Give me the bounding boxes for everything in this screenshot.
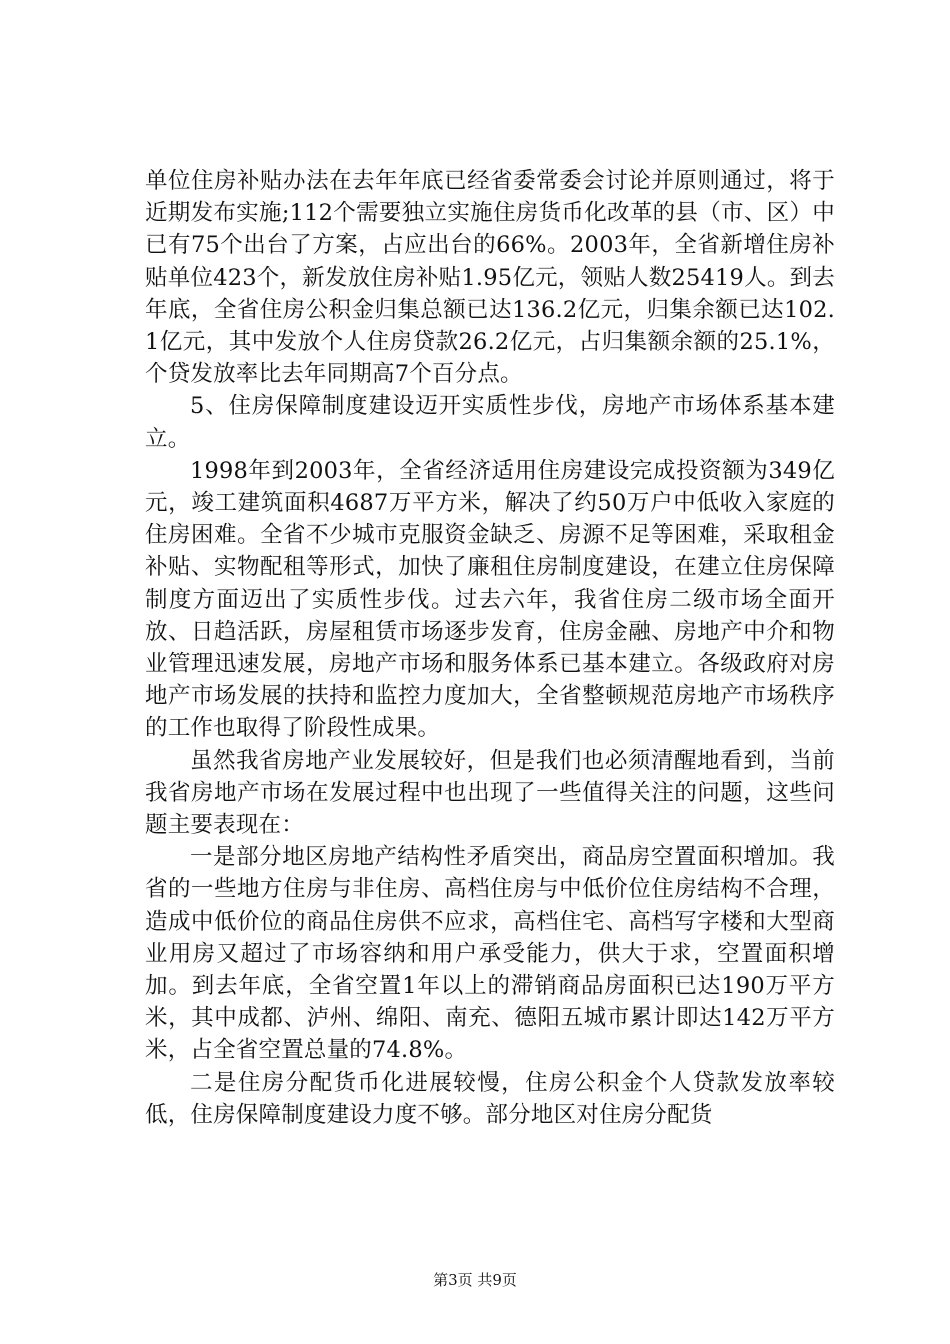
paragraph-4: 虽然我省房地产业发展较好，但是我们也必须清醒地看到，当前我省房地产市场在发展过程中也出现了一些值得关注的问题，这些问题主要表现在： [145, 747, 835, 839]
paragraph-2: 5、住房保障制度建设迈开实质性步伐，房地产市场体系基本建立。 [145, 393, 835, 452]
document-body [145, 165, 835, 1131]
paragraph-1: 单位住房补贴办法在去年年底已经省委常委会讨论并原则通过，将于近期发布实施;112个需要独立实施住房货币化改革的县（市、区）中已有75个出台了方案，占应出台的66%。2003年，全省新增住房补贴单位423个，新发放住房补贴1.95亿元，领贴人数25419人。到去年底，全省住房公积金归集总额已达136.2亿元，归集余额已达102.1亿元，其中发放个人住房贷款26.2亿元，占归集额余额的25.1%，个贷发放率比去年同期高7个百分点。 [145, 168, 835, 388]
paragraph-3: 1998年到2003年，全省经济适用住房建设完成投资额为349亿元，竣工建筑面积4687万平方米，解决了约50万户中低收入家庭的住房困难。全省不少城市克服资金缺乏、房源不足等困难，采取租金补贴、实物配租等形式，加快了廉租住房制度建设，在建立住房保障制度方面迈出了实质性步伐。过去六年，我省住房二级市场全面开放、日趋活跃，房屋租赁市场逐步发育，住房金融、房地产中介和物业管理迅速发展，房地产市场和服务体系已基本建立。各级政府对房地产市场发展的扶持和监控力度加大，全省整顿规范房地产市场秩序的工作也取得了阶段性成果。 [145, 457, 835, 742]
paragraph-6: 二是住房分配货币化进展较慢，住房公积金个人贷款发放率较低，住房保障制度建设力度不够。部分地区对住房分配货 [145, 1069, 835, 1128]
page-footer: 第3页 共9页 [433, 1271, 517, 1289]
paragraph-5: 一是部分地区房地产结构性矛盾突出，商品房空置面积增加。我省的一些地方住房与非住房、高档住房与中低价位住房结构不合理，造成中低价位的商品住房供不应求，高档住宅、高档写字楼和大型商业用房又超过了市场容纳和用户承受能力，供大于求，空置面积增加。到去年底，全省空置1年以上的滞销商品房面积已达190万平方米，其中成都、泸州、绵阳、南充、德阳五城市累计即达142万平方米，占全省空置总量的74.8%。 [145, 844, 835, 1064]
